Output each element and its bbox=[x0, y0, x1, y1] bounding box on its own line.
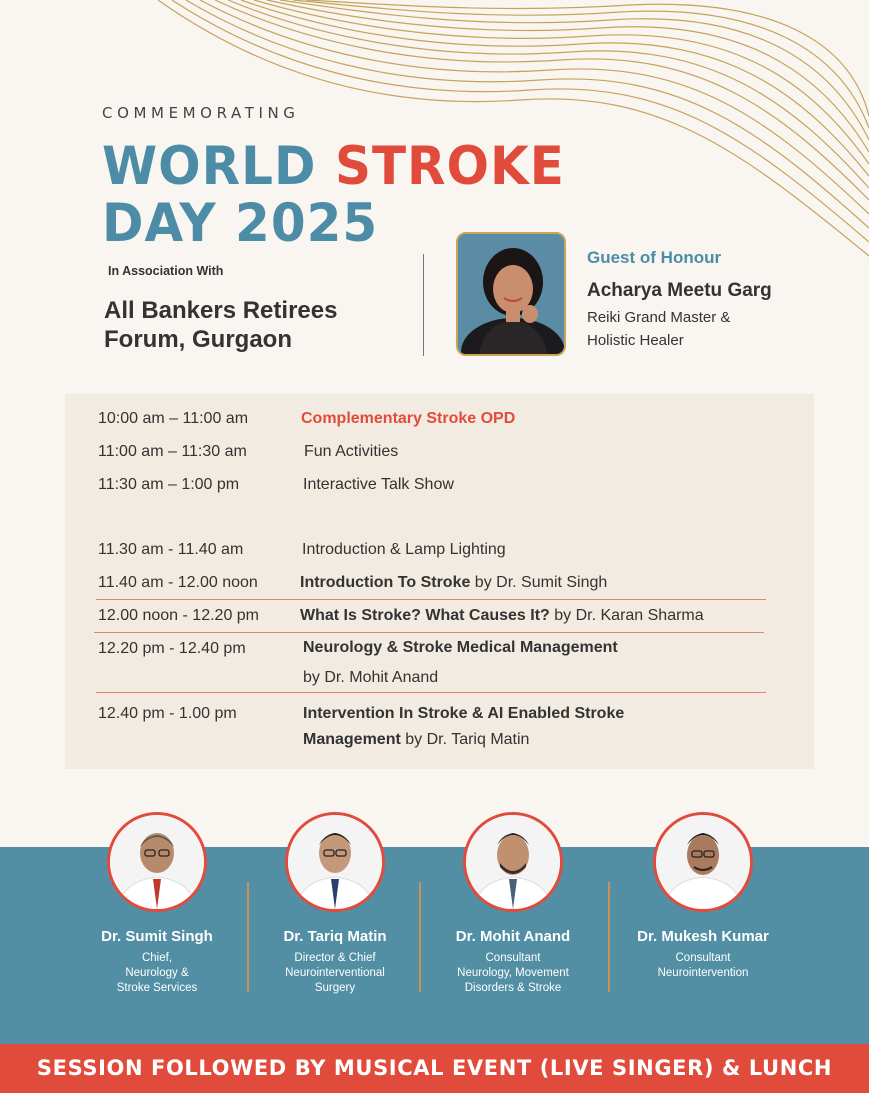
doctor-role: Director & Chief Neurointerventional Surgery bbox=[285, 952, 385, 994]
row-divider bbox=[96, 599, 766, 600]
kicker-text: COMMEMORATING bbox=[102, 104, 300, 122]
org-line-1: All Bankers Retirees bbox=[104, 297, 338, 324]
doctor-photo bbox=[285, 812, 385, 912]
doctor-card bbox=[608, 812, 798, 981]
schedule-time: 10:00 am – 11:00 am bbox=[98, 410, 249, 427]
doctor-name: Dr. Mukesh Kumar bbox=[637, 928, 769, 945]
talk-topic: Introduction To Stroke bbox=[300, 574, 471, 591]
doctor-name: Dr. Sumit Singh bbox=[101, 928, 213, 945]
schedule-activity bbox=[300, 574, 607, 592]
guest-name: Acharya Meetu Garg bbox=[587, 280, 772, 301]
talk-speaker: by Dr. Karan Sharma bbox=[549, 607, 704, 624]
schedule-time: 11:00 am – 11:30 am bbox=[98, 443, 247, 460]
schedule-activity bbox=[303, 701, 624, 753]
schedule-activity bbox=[300, 607, 704, 625]
guest-role-line-2: Holistic Healer bbox=[587, 332, 684, 349]
talk-topic: Neurology & Stroke Medical Management bbox=[303, 639, 618, 656]
talk-speaker: by Dr. Sumit Singh bbox=[470, 574, 608, 591]
doctor-card bbox=[62, 812, 252, 996]
schedule-activity: Fun Activities bbox=[304, 443, 399, 460]
talk-topic-line-1: Intervention In Stroke & AI Enabled Stroke bbox=[303, 705, 625, 722]
guest-role bbox=[587, 306, 730, 352]
schedule-time: 11.40 am - 12.00 noon bbox=[98, 574, 258, 591]
doctor-role: Chief, Neurology & Stroke Services bbox=[116, 952, 198, 994]
schedule-activity: Interactive Talk Show bbox=[303, 476, 454, 493]
talk-speaker: by Dr. Mohit Anand bbox=[303, 669, 439, 686]
talk-topic: What Is Stroke? What Causes It? bbox=[300, 607, 550, 624]
doctor-card bbox=[240, 812, 430, 996]
title-world: WORLD bbox=[102, 135, 335, 197]
schedule-time: 12.00 noon - 12.20 pm bbox=[98, 607, 260, 624]
footer-banner: SESSION FOLLOWED BY MUSICAL EVENT (LIVE SINGER) & LUNCH bbox=[0, 1044, 869, 1093]
doctor-photo bbox=[653, 812, 753, 912]
doctor-name: Dr. Tariq Matin bbox=[283, 928, 387, 945]
schedule-time: 12.40 pm - 1.00 pm bbox=[98, 705, 237, 722]
doctor-role: Consultant Neurointervention bbox=[657, 952, 749, 979]
guest-photo bbox=[456, 232, 566, 356]
schedule-activity bbox=[303, 633, 618, 693]
schedule-time: 12.20 pm - 12.40 pm bbox=[98, 640, 246, 657]
association-label: In Association With bbox=[108, 264, 224, 278]
row-divider bbox=[96, 692, 766, 693]
doctor-role: Consultant Neurology, Movement Disorders & Stroke bbox=[457, 952, 569, 994]
schedule-activity: Complementary Stroke OPD bbox=[301, 410, 516, 427]
talk-topic-line-2: Management bbox=[303, 731, 401, 748]
schedule-time: 11:30 am – 1:00 pm bbox=[98, 476, 240, 493]
vertical-divider bbox=[423, 254, 424, 356]
doctor-name: Dr. Mohit Anand bbox=[455, 928, 571, 945]
title-day: DAY 2025 bbox=[102, 192, 379, 254]
guest-of-honour-label: Guest of Honour bbox=[587, 248, 722, 267]
organization-name bbox=[104, 296, 337, 354]
doctor-photo bbox=[107, 812, 207, 912]
doctor-photo bbox=[463, 812, 563, 912]
schedule-time: 11.30 am - 11.40 am bbox=[98, 541, 244, 558]
schedule-activity: Introduction & Lamp Lighting bbox=[302, 541, 506, 558]
guest-role-line-1: Reiki Grand Master & bbox=[587, 309, 731, 326]
title-stroke: STROKE bbox=[334, 135, 565, 197]
doctor-card bbox=[418, 812, 608, 996]
org-line-2: Forum, Gurgaon bbox=[104, 326, 292, 353]
talk-speaker: by Dr. Tariq Matin bbox=[400, 731, 530, 748]
